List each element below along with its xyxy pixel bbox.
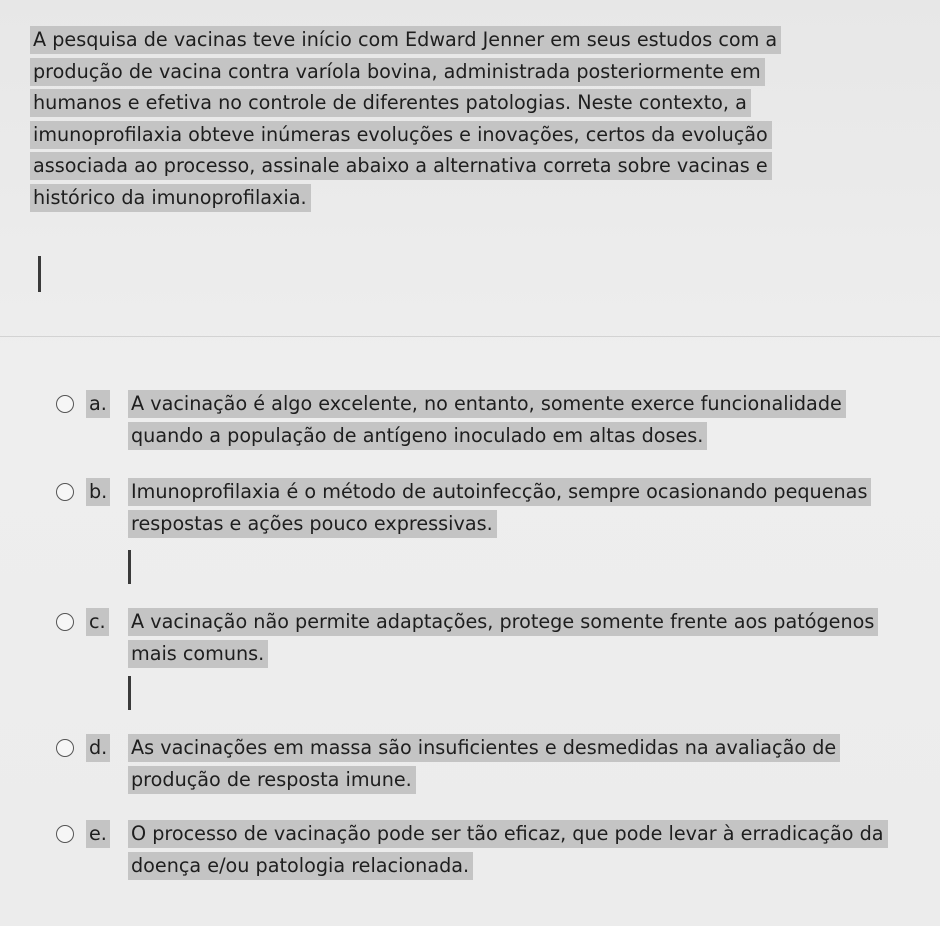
option-d-letter: d. [86, 732, 126, 764]
option-e-text[interactable]: O processo de vacinação pode ser tão eficaz, que pode levar à erradicação da doença e/ou patologia relacionada. [128, 818, 898, 882]
text-cursor [128, 676, 131, 710]
option-d-text[interactable]: As vacinações em massa são insuficientes e desmedidas na avaliação de produção de resposta imune. [128, 732, 898, 796]
question-text [30, 24, 850, 213]
text-cursor [38, 256, 41, 292]
option-a-text[interactable]: A vacinação é algo excelente, no entanto, somente exerce funcionalidade quando a população de antígeno inoculado em altas doses. [128, 388, 898, 452]
option-a-letter: a. [86, 388, 126, 420]
text-cursor [128, 550, 131, 584]
option-d-radio[interactable] [56, 739, 74, 757]
option-c-text[interactable]: A vacinação não permite adaptações, protege somente frente aos patógenos mais comuns. [128, 606, 898, 670]
option-b-text[interactable]: Imunoprofilaxia é o método de autoinfecção, sempre ocasionando pequenas respostas e ações pouco expressivas. [128, 476, 898, 540]
question-divider [0, 336, 940, 337]
question-text-content: A pesquisa de vacinas teve início com Edward Jenner em seus estudos com a produção de vacina contra varíola bovina, administrada posteriormente em humanos e efetiva no controle de diferentes patologias. Neste contexto, a imunoprofilaxia obteve inúmeras evoluções e inovações, certos da evolução associada ao processo, assinale abaixo a alternativa correta sobre vacinas e histórico da imunoprofilaxia. [30, 26, 781, 212]
option-b-radio[interactable] [56, 483, 74, 501]
option-c-radio[interactable] [56, 613, 74, 631]
option-e-radio[interactable] [56, 825, 74, 843]
option-a-radio[interactable] [56, 395, 74, 413]
option-b-letter: b. [86, 476, 126, 508]
option-e-letter: e. [86, 818, 126, 850]
option-c-letter: c. [86, 606, 126, 638]
